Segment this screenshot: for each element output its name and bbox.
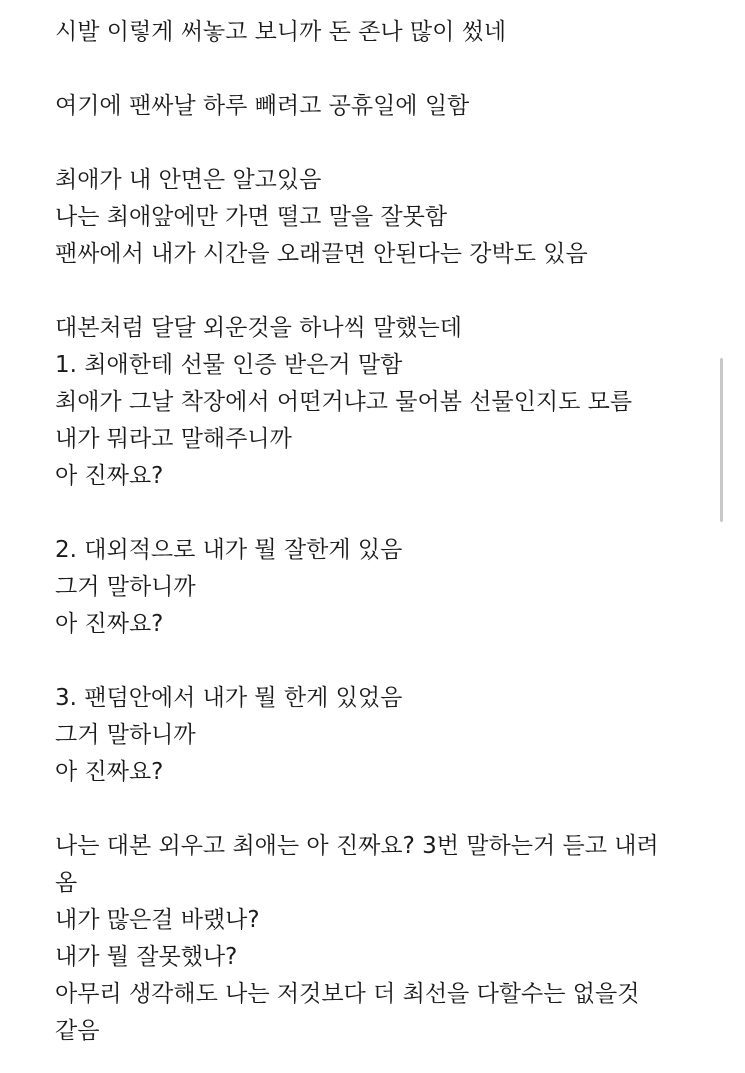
scrollbar-thumb[interactable] bbox=[720, 358, 723, 522]
blank-line bbox=[55, 495, 715, 532]
text-line: 내가 뭘 잘못했나? bbox=[55, 944, 238, 970]
text-line: 아 진짜요? bbox=[55, 463, 164, 489]
text-line: 나는 대본 외우고 최애는 아 진짜요? 3번 말하는거 듣고 내려 bbox=[55, 833, 659, 859]
blank-line bbox=[55, 125, 715, 162]
text-line: 여기에 팬싸날 하루 빼려고 공휴일에 일함 bbox=[55, 93, 470, 119]
text-line: 그거 말하니까 bbox=[55, 574, 196, 600]
blank-line bbox=[55, 51, 715, 88]
text-line: 아 진짜요? bbox=[55, 759, 164, 785]
text-line: 2. 대외적으로 내가 뭘 잘한게 있음 bbox=[55, 537, 403, 563]
text-line: 옴 bbox=[55, 870, 78, 896]
blank-line bbox=[55, 791, 715, 828]
text-line: 그거 말하니까 bbox=[55, 722, 196, 748]
text-line: 1. 최애한테 선물 인증 받은거 말함 bbox=[55, 352, 403, 378]
blank-line bbox=[55, 273, 715, 310]
text-line: 내가 많은걸 바랬나? bbox=[55, 907, 260, 933]
scrollbar[interactable] bbox=[720, 358, 723, 522]
text-line: 대본처럼 달달 외운것을 하나씩 말했는데 bbox=[55, 315, 462, 341]
text-line: 아무리 생각해도 나는 저것보다 더 최선을 다할수는 없을것 bbox=[55, 981, 640, 1007]
text-line: 팬싸에서 내가 시간을 오래끌면 안된다는 강박도 있음 bbox=[55, 241, 588, 267]
blank-line bbox=[55, 643, 715, 680]
text-line: 내가 뭐라고 말해주니까 bbox=[55, 426, 292, 452]
text-line: 시발 이렇게 써놓고 보니까 돈 존나 많이 썼네 bbox=[55, 19, 507, 45]
text-line: 3. 팬덤안에서 내가 뭘 한게 있었음 bbox=[55, 685, 403, 711]
text-line: 아 진짜요? bbox=[55, 611, 164, 637]
text-line: 나는 최애앞에만 가면 떨고 말을 잘못함 bbox=[55, 204, 448, 230]
text-line: 최애가 그날 착장에서 어떤거냐고 물어봄 선물인지도 모름 bbox=[55, 389, 633, 415]
text-line: 최애가 내 안면은 알고있음 bbox=[55, 167, 322, 193]
post-body bbox=[55, 14, 715, 1050]
text-line: 같음 bbox=[55, 1018, 100, 1044]
